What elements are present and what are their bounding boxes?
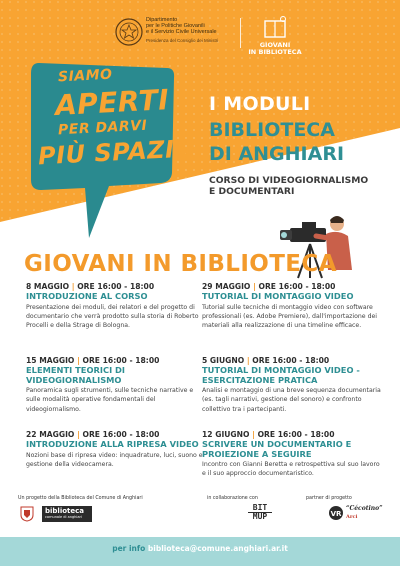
session-date: 8 MAGGIO | ORE 16:00 - 18:00 (26, 282, 155, 291)
session-title: TUTORIAL DI MONTAGGIO VIDEO - ESERCITAZIONE PRATICA (202, 365, 360, 385)
cecotino-logo-text: “Cécotino” (346, 505, 383, 512)
course-subtitle-line-2: E DOCUMENTARI (209, 186, 295, 197)
main-heading: GIOVANI IN BIBLIOTECA (24, 251, 337, 277)
title-line-3: DI ANGHIARI (209, 143, 345, 165)
session-card (202, 282, 382, 331)
course-subtitle (209, 175, 389, 197)
gib-logo-line-2: IN BIBLIOTECA (248, 48, 302, 56)
gib-logo-line-1: GIOVANI (259, 41, 291, 49)
department-text (146, 17, 266, 44)
biblioteca-logo-text: biblioteca (45, 507, 84, 515)
session-description: Panoramica sugli strumenti, sulle tecniche narrative e sulle modalità operative fondamentali del videogiornalismo. (26, 387, 194, 413)
session-day: 5 GIUGNO (202, 356, 245, 365)
session-time: ORE 16:00 - 18:00 (258, 282, 336, 291)
session-title: TUTORIAL DI MONTAGGIO VIDEO (202, 291, 354, 301)
bitmup-logo-top: BIT (252, 503, 268, 512)
department-line-2: per le Politiche Giovanili (146, 23, 205, 30)
session-day: 29 MAGGIO (202, 282, 251, 291)
session-title: INTRODUZIONE AL CORSO (26, 291, 148, 301)
bubble-line-3: PER DARVI (57, 117, 148, 139)
session-description: Incontro con Gianni Beretta e retrospettiva sul suo lavoro e il suo approccio documentaristico. (202, 461, 380, 478)
session-time: ORE 16:00 - 18:00 (82, 430, 160, 439)
giovani-in-biblioteca-logo-text (240, 42, 310, 56)
session-time: ORE 16:00 - 18:00 (77, 282, 155, 291)
session-card (202, 430, 382, 479)
cecotino-logo (346, 505, 386, 521)
session-date: 22 MAGGIO | ORE 16:00 - 18:00 (26, 430, 160, 439)
arci-logo-text: Arci (346, 514, 358, 520)
session-day: 8 MAGGIO (26, 282, 70, 291)
bubble-line-2: APERTI (54, 83, 170, 122)
partner-label: partner di progetto (306, 496, 352, 501)
bubble-line-1: SIAMO (57, 66, 113, 86)
session-card (202, 356, 382, 414)
bitmup-logo (248, 504, 272, 521)
bitmup-logo-bottom: MUP (248, 512, 272, 521)
session-title: INTRODUZIONE ALLA RIPRESA VIDEO (26, 439, 199, 449)
session-description: Tutorial sulle tecniche di montaggio video con software professionali (es. Adobe Premiere), dall'importazione dei materiali alla realizzazione di una timeline efficace. (202, 303, 378, 330)
session-date: 29 MAGGIO | ORE 16:00 - 18:00 (202, 282, 336, 291)
session-day: 15 MAGGIO (26, 356, 75, 365)
session-description: Nozioni base di ripresa video: inquadrature, luci, suono e gestione della videocamera. (26, 451, 203, 468)
department-line-1: Dipartimento (146, 17, 178, 23)
partner-emblem-icon (328, 505, 344, 521)
title-line-1: I MODULI (209, 93, 311, 115)
footer-label: per info (112, 544, 146, 553)
presidency-text: Presidenza del Consiglio dei Ministri (146, 37, 219, 43)
biblioteca-logo-sub: comunale di anghiari (45, 515, 82, 519)
collaboration-label: in collaborazione con (207, 496, 258, 501)
department-line-3: e il Servizio Civile Universale (146, 29, 217, 36)
svg-text:VR: VR (330, 510, 342, 518)
project-label: Un progetto della Biblioteca del Comune di Anghiari (18, 496, 143, 501)
session-card (26, 282, 206, 331)
session-description: Analisi e montaggio di una breve sequenza documentaria (es. tagli narrativi, gestione del sonoro) e confronto collettivo tra i partecipanti. (202, 387, 381, 413)
session-time: ORE 16:00 - 18:00 (252, 356, 330, 365)
course-subtitle-line-1: CORSO DI VIDEOGIORNALISMO (209, 175, 369, 186)
session-card (26, 356, 206, 414)
footer-email-link[interactable]: biblioteca@comune.anghiari.ar.it (147, 544, 288, 553)
session-date: 12 GIUGNO | ORE 16:00 - 18:00 (202, 430, 335, 439)
government-emblem-icon (114, 17, 144, 47)
session-date: 15 MAGGIO | ORE 16:00 - 18:00 (26, 356, 160, 365)
title-line-2: BIBLIOTECA (209, 119, 335, 141)
session-title: SCRIVERE UN DOCUMENTARIO E PROIEZIONE A SEGUIRE (202, 439, 352, 459)
session-day: 12 GIUGNO (202, 430, 250, 439)
comune-anghiari-crest-icon (20, 506, 34, 522)
session-day: 22 MAGGIO (26, 430, 75, 439)
session-title: ELEMENTI TEORICI DI VIDEOGIORNALISMO (26, 365, 126, 385)
session-time: ORE 16:00 - 18:00 (257, 430, 335, 439)
footer-info (0, 544, 400, 553)
session-time: ORE 16:00 - 18:00 (82, 356, 160, 365)
biblioteca-logo (42, 506, 92, 522)
bubble-line-4: PIÙ SPAZIO. (37, 133, 206, 171)
session-date: 5 GIUGNO | ORE 16:00 - 18:00 (202, 356, 330, 365)
session-description: Presentazione dei moduli, dei relatori e del progetto di documentario che verrà prodotto sulla storia di Roberto Procelli e della Strage di Bologna. (26, 303, 199, 330)
session-card (26, 430, 206, 469)
